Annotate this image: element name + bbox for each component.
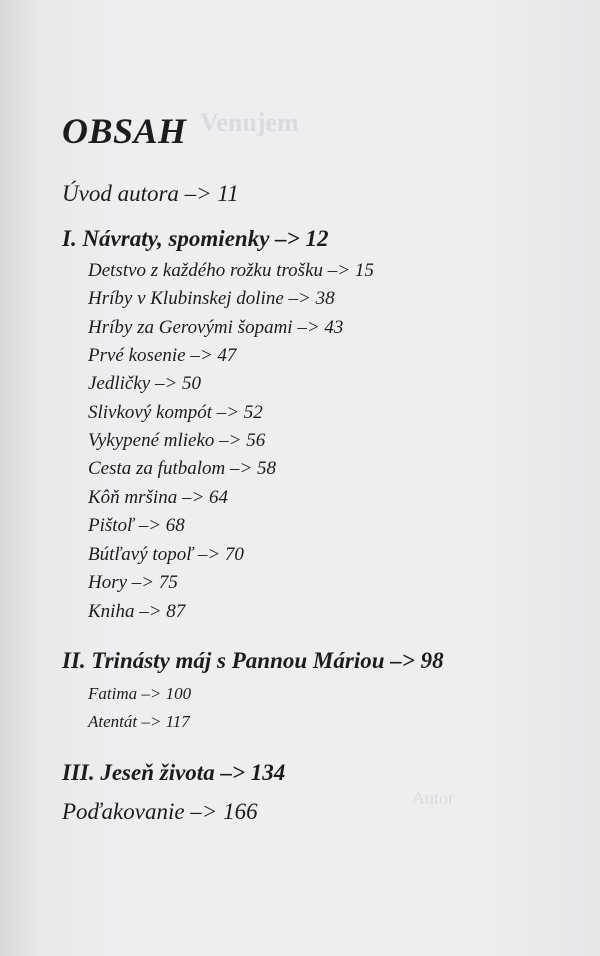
toc-entry: Hory –> 75 [88, 572, 178, 593]
toc-entry: Jedličky –> 50 [88, 373, 202, 394]
toc-entry-intro: Úvod autora –> 11 [62, 181, 239, 206]
bleed-through-title: Venujem [200, 108, 299, 137]
toc-entry-thanks: Poďakovanie –> 166 [62, 799, 258, 824]
toc-entry: Atentát –> 117 [88, 712, 190, 731]
toc-entry: Detstvo z každého rožku trošku –> 15 [88, 260, 374, 281]
toc-entry: Hríby za Gerovými šopami –> 43 [88, 317, 344, 338]
toc-entry: Kôň mršina –> 64 [88, 487, 229, 508]
toc-entry: Prvé kosenie –> 47 [88, 345, 237, 366]
toc-entry: Slivkový kompót –> 52 [88, 402, 263, 423]
toc-entry: Bútľavý topoľ –> 70 [88, 544, 244, 565]
toc-section-1: I. Návraty, spomienky –> 12 [62, 226, 329, 251]
toc-entry: Pištoľ –> 68 [88, 515, 185, 536]
bleed-through-signature: Autor [412, 788, 454, 808]
toc-entry: Fatima –> 100 [88, 684, 192, 703]
toc-entry: Cesta za futbalom –> 58 [88, 458, 277, 479]
toc-entry: Hríby v Klubinskej doline –> 38 [88, 288, 335, 309]
toc-entry: Vykypené mlieko –> 56 [88, 430, 266, 451]
toc-heading: OBSAH [62, 111, 187, 151]
toc-section-3: III. Jeseň života –> 134 [62, 760, 286, 785]
toc-section-2: II. Trinásty máj s Pannou Máriou –> 98 [62, 648, 444, 673]
toc-entry: Kniha –> 87 [88, 601, 186, 622]
